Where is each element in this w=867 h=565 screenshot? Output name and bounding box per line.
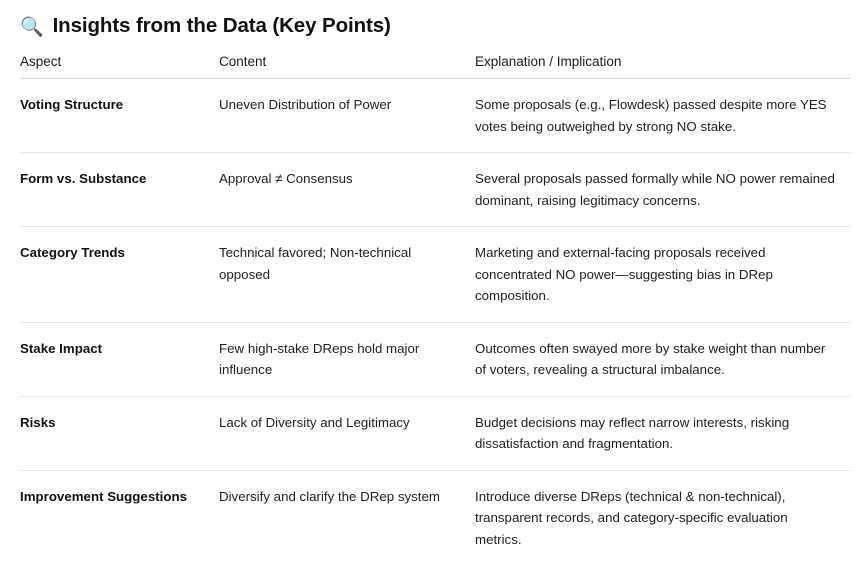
- cell-explanation: Outcomes often swayed more by stake weight than number of voters, revealing a structural imbalance.: [475, 322, 851, 396]
- cell-aspect: Risks: [20, 396, 219, 470]
- table-row: [20, 322, 851, 396]
- cell-aspect: Form vs. Substance: [20, 153, 219, 227]
- cell-aspect: Voting Structure: [20, 79, 219, 153]
- cell-aspect: Category Trends: [20, 227, 219, 323]
- search-icon: 🔍: [20, 16, 44, 38]
- insights-table: [20, 54, 851, 565]
- column-header-content: Content: [219, 54, 475, 79]
- table-row: [20, 153, 851, 227]
- table-header-row: [20, 54, 851, 79]
- table-row: [20, 227, 851, 323]
- column-header-aspect: Aspect: [20, 54, 219, 79]
- cell-aspect: Stake Impact: [20, 322, 219, 396]
- table-row: [20, 470, 851, 565]
- table-row: [20, 396, 851, 470]
- cell-explanation: Budget decisions may reflect narrow interests, risking dissatisfaction and fragmentation.: [475, 396, 851, 470]
- cell-explanation: Some proposals (e.g., Flowdesk) passed despite more YES votes being outweighed by strong NO stake.: [475, 79, 851, 153]
- cell-aspect: Improvement Suggestions: [20, 488, 187, 504]
- cell-content: Diversify and clarify the DRep system: [219, 488, 440, 504]
- page-title-text: Insights from the Data (Key Points): [52, 14, 391, 37]
- cell-content: Approval ≠ Consensus: [219, 153, 475, 227]
- page-title: [20, 14, 851, 38]
- cell-explanation: Marketing and external-facing proposals received concentrated NO power—suggesting bias in DRep composition.: [475, 227, 851, 323]
- cell-content: Few high-stake DReps hold major influence: [219, 322, 475, 396]
- cell-explanation: Several proposals passed formally while NO power remained dominant, raising legitimacy concerns.: [475, 153, 851, 227]
- cell-explanation: Introduce diverse DReps (technical & non-technical), transparent records, and category-specific evaluation metrics.: [475, 488, 788, 547]
- cell-content: Lack of Diversity and Legitimacy: [219, 396, 475, 470]
- cell-content: Uneven Distribution of Power: [219, 79, 475, 153]
- table-row: [20, 79, 851, 153]
- column-header-explanation: Explanation / Implication: [475, 54, 851, 79]
- cell-content: Technical favored; Non-technical opposed: [219, 227, 475, 323]
